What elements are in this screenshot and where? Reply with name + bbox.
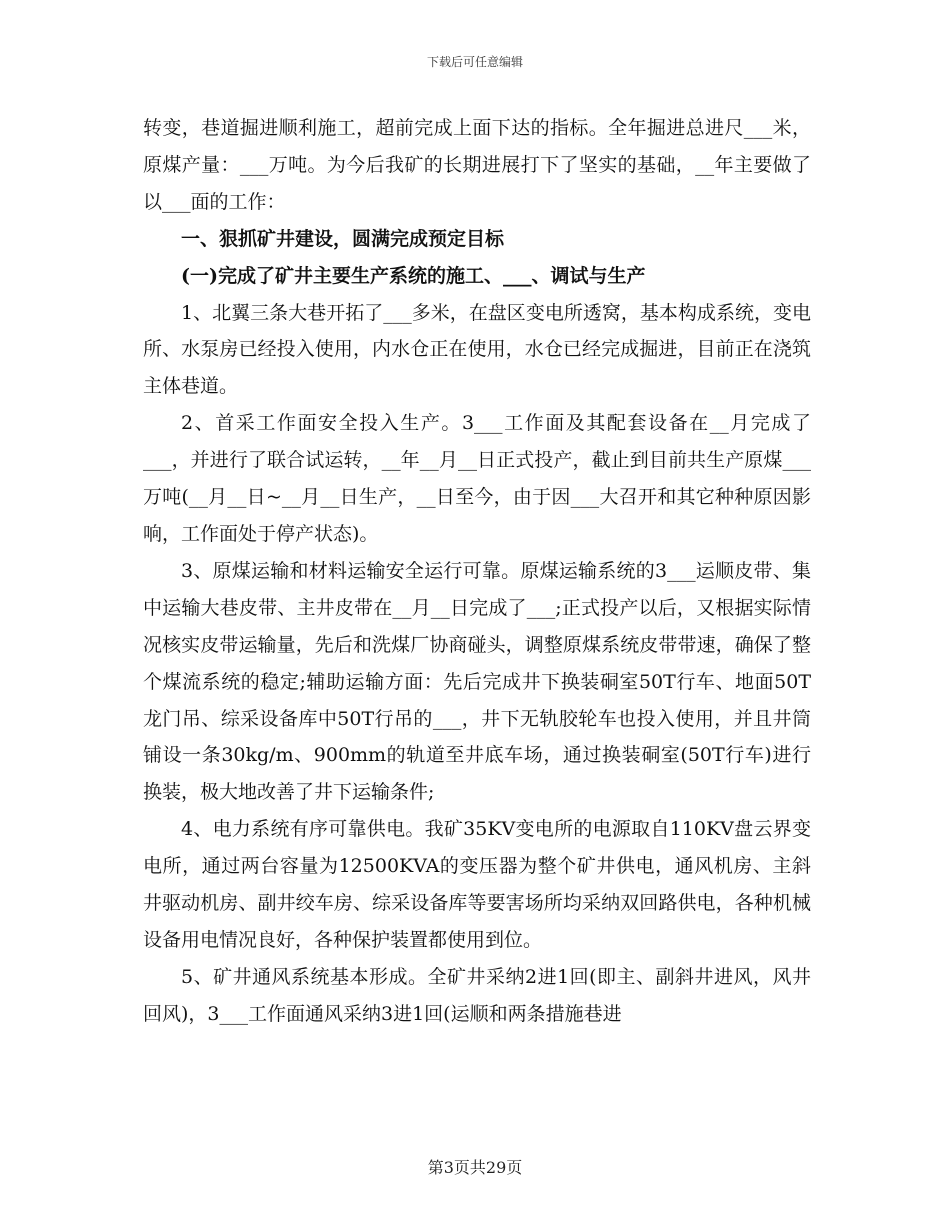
paragraph-item-2: 2、首采工作面安全投入生产。3___工作面及其配套设备在__月完成了___，并进行了联合试运转，__年__月__日正式投产，截止到目前共生产原煤___万吨(__月__日~__月__日生产，__日至今，由于因___大召开和其它种种原因影响，工作面处于停产状态)。 (143, 412, 811, 545)
page-header: 下载后可任意编辑 (426, 55, 523, 69)
paragraph-item-3: 3、原煤运输和材料运输安全运行可靠。原煤运输系统的3___运顺皮带、集中运输大巷皮带、主井皮带在__月__日完成了___;正式投产以后，又根据实际情况核实皮带运输量，先后和洗煤厂协商碰头，调整原煤系统皮带带速，确保了整个煤流系统的稳定;辅助运输方面：先后完成井下换装硐室50T行车、地面50T龙门吊、综采设备库中50T行吊的___，井下无轨胶轮车也投入使用，并且井筒铺设一条30kg/m、900mm的轨道至井底车场，通过换装硐室(50T行车)进行换装，极大地改善了井下运输条件; (143, 559, 811, 804)
intro-paragraph: 转变，巷道掘进顺利施工，超前完成上面下达的指标。全年掘进总进尺___米，原煤产量：___万吨。为今后我矿的长期进展打下了坚实的基础，__年主要做了以___面的工作： (143, 117, 811, 213)
paragraph-item-4: 4、电力系统有序可靠供电。我矿35KV变电所的电源取自110KV盘云界变电所，通过两台容量为12500KVA的变压器为整个矿井供电，通风机房、主斜井驱动机房、副井绞车房、综采设备库等要害场所均采纳双回路供电，各种机械设备用电情况良好，各种保护装置都使用到位。 (143, 818, 811, 951)
page-footer: 第3页共29页 (427, 1158, 523, 1177)
paragraph-item-1: 1、北翼三条大巷开拓了___多米，在盘区变电所透窝，基本构成系统，变电所、水泵房已经投入使用，内水仓正在使用，水仓已经完成掘进，目前正在浇筑主体巷道。 (143, 301, 811, 398)
document-body (143, 110, 811, 1033)
paragraph-item-5: 5、矿井通风系统基本形成。全矿井采纳2进1回(即主、副斜井进风，风井回风)，3___工作面通风采纳3进1回(运顺和两条措施巷进 (143, 965, 811, 1025)
section-heading: 一、狠抓矿井建设，圆满完成预定目标 (181, 227, 505, 250)
subsection-heading: (一)完成了矿井主要生产系统的施工、___、调试与生产 (181, 264, 646, 287)
